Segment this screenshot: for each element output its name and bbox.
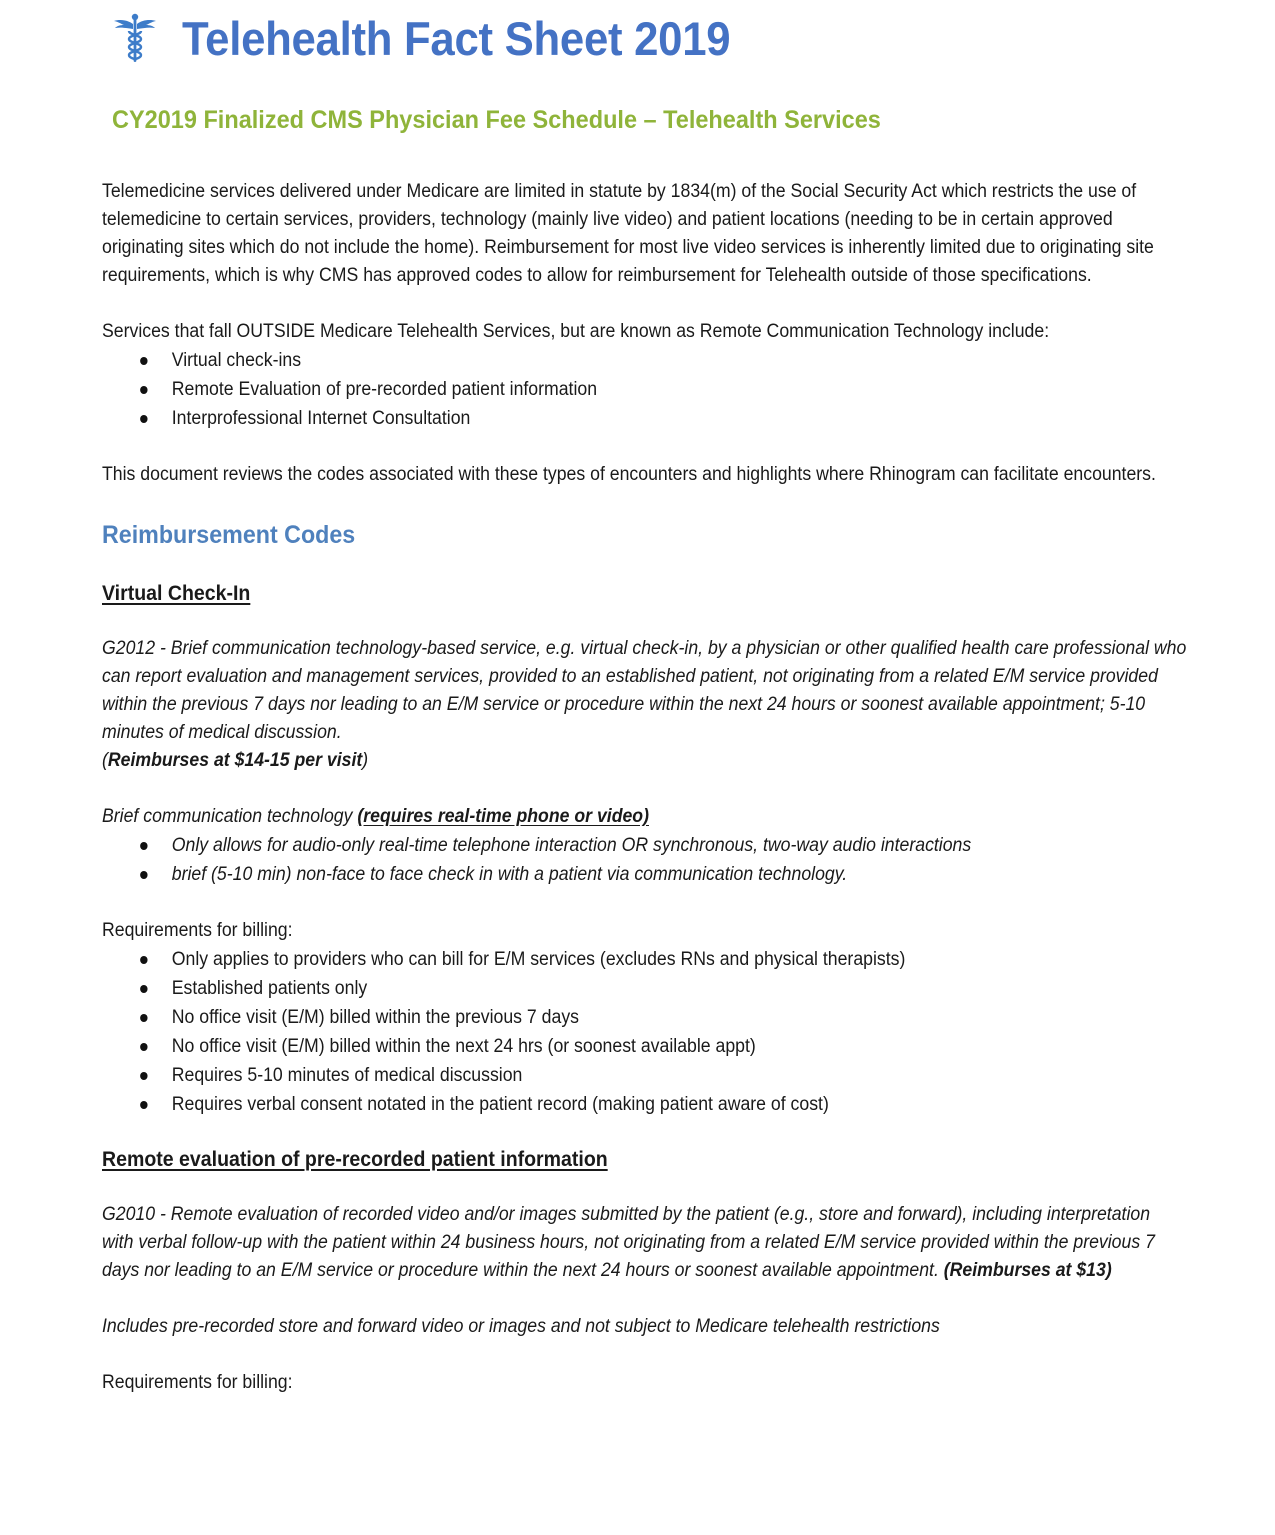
billing-requirements-label-remote: Requirements for billing:	[102, 1372, 293, 1393]
intro-paragraph: Telemedicine services delivered under Medicare are limited in statute by 1834(m) of the Social Security Act which restricts the use of telemedicine to certain services, providers, technology (mainly live video) and patient locations (needing to be in certain approved originating sites which do not include the home). Reimbursement for most live video services is inherently limited due to originating site requirements, which is why CMS has approved codes to allow for reimbursement for Telehealth outside of those specifications.	[102, 181, 1154, 286]
list-item: Remote Evaluation of pre-recorded patient information	[102, 375, 1172, 404]
g2010-code-description: G2010 - Remote evaluation of recorded video and/or images submitted by the patient (e.g., store and forward), including interpretation with verbal follow-up with the patient within 24 business hours, not originating from a related E/M service provided within the previous 7 days nor leading to an E/M service or procedure within the next 24 hours or soonest available appointment. (Reimburses at $13)	[102, 1204, 1155, 1281]
page-title: Telehealth Fact Sheet 2019	[182, 11, 731, 65]
tech-bullets-list	[102, 831, 1172, 889]
store-and-forward-note: Includes pre-recorded store and forward video or images and not subject to Medicare telehealth restrictions	[102, 1316, 940, 1337]
tech-requirement-line: Brief communication technology (requires real-time phone or video)	[102, 806, 649, 827]
caduceus-icon	[112, 12, 158, 64]
list-item: brief (5-10 min) non-face to face check in with a patient via communication technology.	[102, 860, 1172, 889]
document-header	[112, 8, 772, 68]
page-subtitle: CY2019 Finalized CMS Physician Fee Schedule – Telehealth Services	[112, 106, 881, 134]
list-item: No office visit (E/M) billed within the previous 7 days	[102, 1003, 1172, 1032]
list-item: Requires 5-10 minutes of medical discussion	[102, 1061, 1172, 1090]
tech-requirement-note: (requires real-time phone or video)	[357, 806, 649, 827]
billing-requirements-label: Requirements for billing:	[102, 920, 293, 941]
list-item: Established patients only	[102, 974, 1172, 1003]
section-heading-reimbursement-codes: Reimbursement Codes	[102, 521, 356, 549]
list-item: Interprofessional Internet Consultation	[102, 404, 1172, 433]
document-purpose-paragraph: This document reviews the codes associated with these types of encounters and highlights where Rhinogram can facilitate encounters.	[102, 464, 1156, 485]
document-body	[102, 178, 1187, 1397]
list-item: Virtual check-ins	[102, 346, 1172, 375]
list-item: Requires verbal consent notated in the patient record (making patient aware of cost)	[102, 1090, 1172, 1119]
services-list	[102, 346, 1172, 433]
list-item: Only allows for audio-only real-time telephone interaction OR synchronous, two-way audio interactions	[102, 831, 1172, 860]
g2012-reimbursement-rate: Reimburses at $14-15 per visit	[107, 750, 363, 771]
billing-requirements-list	[102, 945, 1172, 1119]
g2012-code-description: G2012 - Brief communication technology-based service, e.g. virtual check-in, by a physician or other qualified health care professional who can report evaluation and management services, provided to an established patient, not originating from a related E/M service provided within the previous 7 days nor leading to an E/M service or procedure within the next 24 hours or soonest available appointment; 5-10 minutes of medical discussion. (Reimburses at $14-15 per visit)	[102, 638, 1187, 771]
g2010-reimbursement-rate: (Reimburses at $13)	[943, 1260, 1112, 1281]
subsection-heading-virtual-check-in: Virtual Check-In	[102, 582, 251, 605]
intro-services-paragraph: Services that fall OUTSIDE Medicare Telehealth Services, but are known as Remote Communication Technology include:	[102, 321, 1050, 342]
subsection-heading-remote-evaluation: Remote evaluation of pre-recorded patient information	[102, 1148, 608, 1171]
list-item: No office visit (E/M) billed within the next 24 hrs (or soonest available appt)	[102, 1032, 1172, 1061]
list-item: Only applies to providers who can bill for E/M services (excludes RNs and physical therapists)	[102, 945, 1172, 974]
